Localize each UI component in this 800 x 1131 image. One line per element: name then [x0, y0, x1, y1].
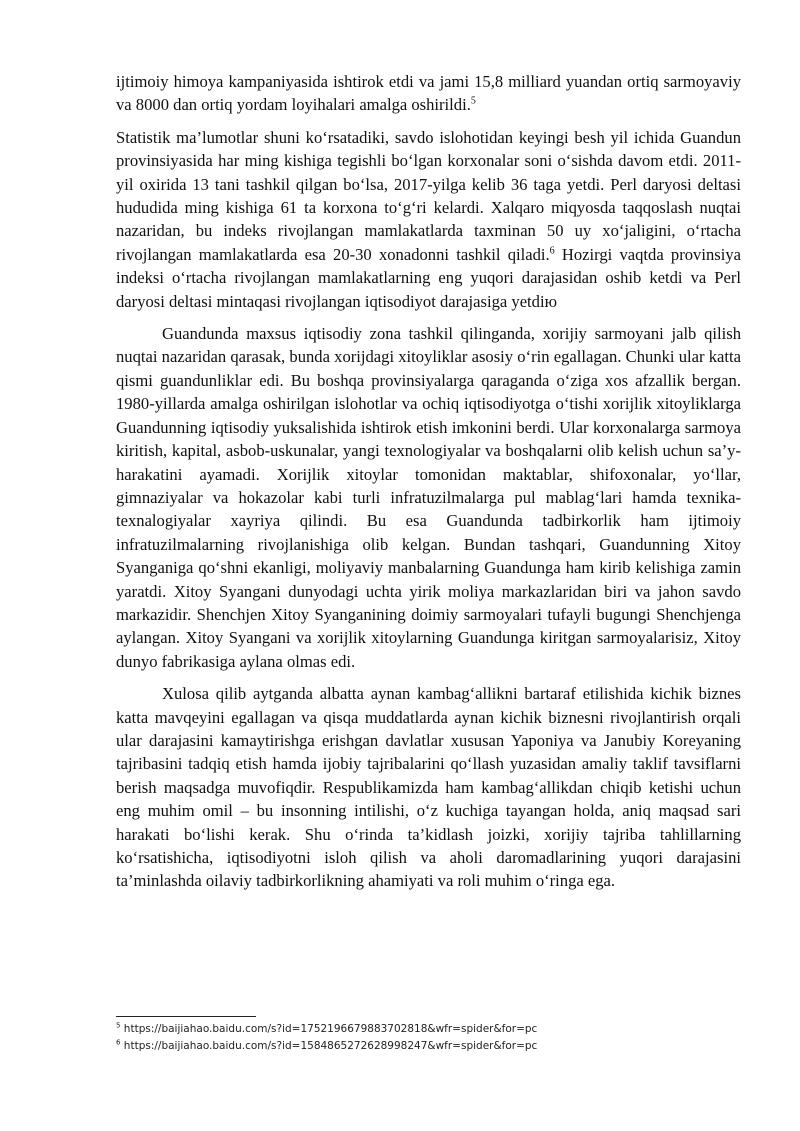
paragraph-1-text: ijtimoiy himoya kampaniyasida ishtirok etdi va jami 15,8 milliard yuandan ortiq sarmoyaviy va 8000 dan ortiq yordam loyihalari amalga oshirildi.	[116, 72, 741, 115]
footnotes	[116, 1016, 741, 1055]
footnote-link[interactable]: https://baijiahao.baidu.com/s?id=1584865272628998247&wfr=spider&for=pc	[120, 1040, 538, 1052]
paragraph-3	[116, 322, 741, 673]
footnote-link[interactable]: https://baijiahao.baidu.com/s?id=1752196679883702818&wfr=spider&for=pc	[120, 1023, 538, 1035]
footnote-marker: 5	[116, 1021, 121, 1030]
paragraph-2-text: Statistik ma’lumotlar shuni ko‘rsatadiki, savdo islohotidan keyingi besh yil ichida Guandun provinsiyasida har ming kishiga tegishli bo‘lgan korxonalar soni o‘sishda davom etdi. 2011-yil oxirida 13 tani tashkil qilgan bo‘lsa, 2017-yilga kelib 36 taga yetdi. Perl daryosi deltasi hududida ming kishiga 61 ta korxona to‘g‘ri kelardi. Xalqaro miqyosda taqqoslash nuqtai nazaridan, bu indeks rivojlangan mamlakatlarda taxminan 50 uy xo‘jaligini, o‘rtacha rivojlangan mamlakatlarda esa 20-30 xonadonni tashkil qiladi.	[116, 127, 741, 264]
footnote-ref-6[interactable]: 6	[549, 245, 555, 257]
paragraph-3-text: Guandunda maxsus iqtisodiy zona tashkil qilinganda, xorijiy sarmoyani jalb qilish nuqtai nazaridan qarasak, bunda xorijdagi xitoyliklar asosiy o‘rin egallagan. Chunki ular katta qismi guandunliklar edi. Bu boshqa provinsiyalarga qaraganda o‘ziga xos afzallik bergan. 1980-yillarda amalga oshirilgan islohotlar va ochiq iqtisodiyotga o‘tishi xorijlik xitoyliklarga Guandunning iqtisodiy yuksalishida ishtirok etish imkonini berdi. Ular korxonalarga sarmoya kiritish, kapital, asbob-uskunalar, yangi texnologiyalar va boshqalarni olib kelish uchun sa’y-harakatini ayamadi. Xorijlik xitoylar tomonidan maktablar, shifoxonalar, yo‘llar, gimnaziyalar va hokazolar kabi turli infratuzilmalarga pul mablag‘lari hamda texnika-texnalogiyalar xayriya qilindi. Bu esa Guandunda tadbirkorlik ham ijtimoiy infratuzilmalarning rivojlanishiga olib kelgan. Bundan tashqari, Guandunning Xitoy Syanganiga qo‘shni ekanligi, moliyaviy manbalarning Guandunga ham kirib kelishiga zamin yaratdi. Xitoy Syangani dunyodagi uchta yirik moliya markazlaridan biri va jahon savdo markazidir. Shenchjen Xitoy Syanganining doimiy sarmoyalari tufayli bugungi Shenchjenga aylangan. Xitoy Syangani va xorijlik xitoylarning Guandunga kiritgan sarmoyalarisiz, Xitoy dunyo fabrikasiga aylana olmas edi.	[116, 324, 741, 671]
paragraph-2-tail: Hozirgi vaqtda provinsiya indeksi o‘rtacha rivojlangan mamlakatlarning eng yuqori darajasidan oshib ketdi va Perl daryosi deltasi mintaqasi rivojlangan iqtisodiyot darajasiga yetdiю	[116, 244, 741, 311]
paragraph-4-text: Xulosa qilib aytganda albatta aynan kambag‘allikni bartaraf etilishida kichik biznes katta mavqeyini egallagan va qisqa muddatlarda aynan kichik biznesni rivojlantirish orqali ular darajasini kamaytirishga erishgan davlatlar xususan Yaponiya va Janubiy Koreyaning tajribasini tadqiq etish hamda ijobiy tajribalarini qo‘llash yuzasidan amaliy taklif tavsiflarni berish maqsadga muvofiqdir. Respublikamizda ham kambag‘allikdan chiqib ketishi uchun eng muhim omil – bu insonning intilishi, o‘z kuchiga tayangan holda, aniq maqsad sari harakati bo‘lishi kerak. Shu o‘rinda ta’kidlash joizki, xorijiy tajriba tahlillarning ko‘rsatishicha, iqtisodiyotni isloh qilish va aholi daromadlarining yuqori darajasini ta’minlashda oilaviy tadbirkorlikning ahamiyati va roli muhim o‘ringa ega.	[116, 684, 741, 891]
paragraph-4	[116, 682, 741, 893]
footnote-separator	[116, 1016, 256, 1017]
footnote-ref-5[interactable]: 5	[470, 95, 476, 107]
footnote-6	[116, 1038, 741, 1055]
paragraph-2	[116, 126, 741, 313]
paragraph-1	[116, 70, 741, 117]
footnote-marker: 6	[116, 1038, 121, 1047]
body-text	[116, 70, 741, 902]
footnote-5	[116, 1021, 741, 1038]
